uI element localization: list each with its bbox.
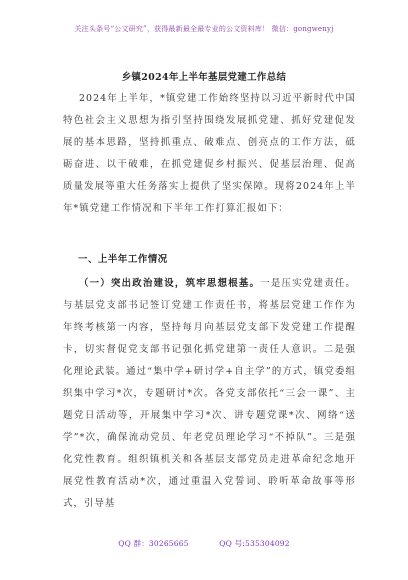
subsection-paragraph: [63, 273, 356, 515]
intro-paragraph: 2024年上半年，*镇党建工作始终坚持以习近平新时代中国特色社会主义思想为指引坚持围绕发展抓党建、抓好党建促发展的基本思路，坚持抓重点、破难点、创亮点的工作方法，砥砺奋进、以干破难，在抓党建促乡村振兴、促基层治理、促高质量发展等重大任务落实上提供了坚实保障。现将2024年上半年*镇党建工作情况和下半年工作打算汇报如下：: [63, 93, 356, 214]
subsection-title: （一）突出政治建设，筑牢思想根基。: [78, 278, 261, 289]
section-heading: 一、上半年工作情况: [78, 254, 168, 265]
footer-qq-group: QQ 群：30265665: [118, 539, 189, 548]
header-banner: 关注头条号“公文研究”，获得最新最全最专业的公文资料库！ 微信：gongwenyj: [74, 25, 334, 33]
footer-qq-number: QQ 号:535304092: [219, 539, 290, 548]
subsection-text: 一是压实党建责任。与基层党支部书记签订党建工作责任书，将基层党建工作作为年终考核第一内容，坚持每月向基层党支部下发党建工作提醒卡，切实督促党支部书记强化抓党建第一责任人意识。二是强化理论武装。通过“集中学+研讨学+自主学”的方式，镇党委组织集中学习*次，专题研讨*次。各党支部依托“三会一课”、主题党日活动等，开展集中学习*次、讲专题党课*次、网络“送学”*次，确保流动党员、年老党员理论学习“不掉队”。三是强化党性教育。组织镇机关和各基层支部党员走进革命纪念地开展党性教育活动*次，通过重温入党誓词、聆听革命故事等形式，引导基: [63, 278, 357, 509]
footer-contact: [0, 538, 408, 549]
document-title: 乡镇2024年上半年基层党建工作总结: [121, 72, 287, 83]
